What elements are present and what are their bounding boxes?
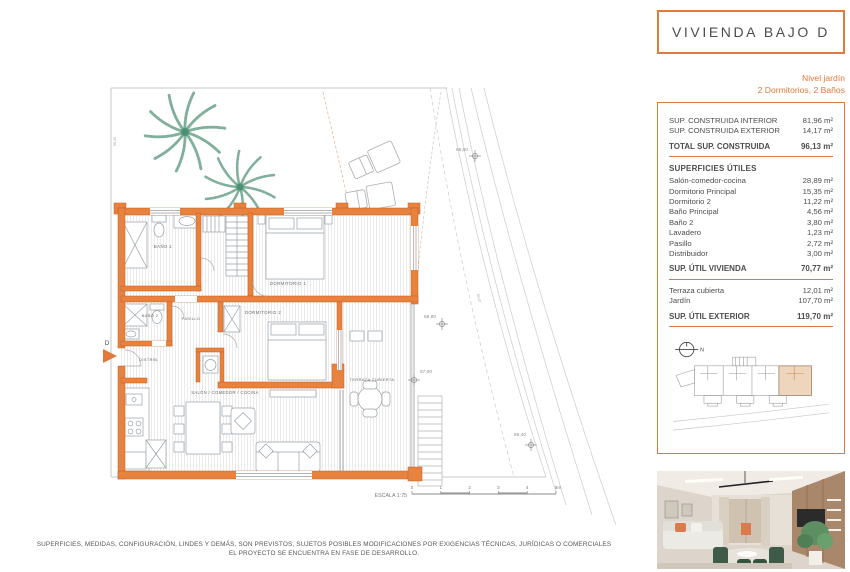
scale-tick: 1 bbox=[439, 485, 443, 490]
level-label: Nivel jardín bbox=[802, 73, 845, 83]
closet-icon bbox=[224, 306, 240, 332]
elevation-label: 66,80 bbox=[423, 315, 436, 320]
console-icon bbox=[270, 390, 316, 397]
area-label: SUP. CONSTRUIDA INTERIOR bbox=[669, 116, 778, 125]
area-value: 107,70 m² bbox=[798, 296, 833, 306]
area-label: SUP. ÚTIL EXTERIOR bbox=[669, 311, 750, 321]
area-value: 70,77 m² bbox=[800, 264, 833, 274]
scale-bar bbox=[375, 485, 562, 499]
area-value: 4,56 m² bbox=[806, 207, 833, 217]
disclaimer bbox=[15, 541, 633, 558]
divider bbox=[669, 156, 833, 157]
area-value: 119,70 m² bbox=[796, 311, 833, 321]
area-row bbox=[669, 197, 833, 207]
area-value: 15,35 m² bbox=[802, 186, 833, 196]
sun-lounger-icon bbox=[347, 140, 401, 181]
room-label-salon: SALÓN / COMEDOR / COCINA bbox=[191, 390, 259, 395]
area-label: Distribuidor bbox=[669, 249, 708, 259]
area-value: 12,01 m² bbox=[802, 285, 833, 295]
room-label-distrib: DISTRIB. bbox=[139, 357, 159, 362]
entry-marker bbox=[103, 340, 117, 363]
area-row bbox=[669, 187, 833, 197]
room-label-bano2: BAÑO 2 bbox=[141, 313, 159, 318]
area-row bbox=[669, 218, 833, 228]
building-outline bbox=[676, 357, 811, 406]
scale-tick: 0 bbox=[410, 485, 414, 490]
elevation-label: 59,40 bbox=[113, 137, 117, 146]
entry-arrow-icon bbox=[103, 349, 117, 363]
sofa bbox=[663, 521, 723, 549]
area-row bbox=[669, 207, 833, 217]
room-label-terraza: TERRAZA CUBIERTA bbox=[349, 377, 395, 382]
area-value: 28,89 m² bbox=[802, 176, 833, 186]
divider bbox=[669, 279, 833, 280]
armchair-icon bbox=[231, 408, 255, 434]
stairs-icon bbox=[226, 216, 248, 276]
sofa-icon bbox=[256, 442, 320, 472]
scale-tick: 5m bbox=[554, 485, 562, 490]
area-label: Lavadero bbox=[669, 228, 702, 238]
room-label-dormitorio1: DORMITORIO 1 bbox=[269, 281, 307, 286]
area-value: 81,96 m² bbox=[802, 116, 833, 125]
area-value: 11,22 m² bbox=[803, 197, 833, 207]
area-row bbox=[669, 239, 833, 249]
sink-icon bbox=[123, 329, 139, 339]
area-value: 2,72 m² bbox=[806, 238, 833, 248]
unit-letter: D bbox=[104, 340, 110, 347]
area-row bbox=[669, 126, 833, 136]
disclaimer-line1: SUPERFICIES, MEDIDAS, CONFIGURACIÓN, LINDES Y DEMÁS, SON PREVISTOS, SUJETOS POSIBLES MODIFICACIONES POR EXIGENCIAS TÉCNICAS, JURÍDICAS O COMERCIALES bbox=[36, 541, 612, 548]
disclaimer-line2: EL PROYECTO SE ENCUENTRA EN FASE DE DESARROLLO. bbox=[228, 549, 420, 557]
scale-tick: 3 bbox=[497, 485, 500, 490]
area-row bbox=[669, 176, 833, 186]
area-value: 1,23 m² bbox=[806, 228, 833, 238]
wardrobe-icon bbox=[203, 216, 225, 232]
road-lines bbox=[673, 404, 829, 430]
exterior-total-row bbox=[669, 312, 833, 322]
page-title: VIVIENDA BAJO D bbox=[671, 24, 831, 40]
room-label-dormitorio2: DORMITORIO 2 bbox=[244, 310, 282, 315]
bed-icon bbox=[268, 322, 326, 380]
washer-icon bbox=[203, 356, 218, 373]
useful-surfaces-header: SUPERFICIES ÚTILES bbox=[669, 164, 757, 174]
elevation-label: 65,40 bbox=[513, 433, 526, 438]
area-row bbox=[669, 249, 833, 259]
area-label: Dormitorio 2 bbox=[669, 197, 711, 207]
area-value: 14,17 m² bbox=[802, 126, 833, 136]
bed-icon bbox=[258, 215, 332, 279]
area-row bbox=[669, 286, 833, 296]
elevation-label: 66,40 bbox=[476, 293, 482, 303]
built-total-row bbox=[669, 142, 833, 152]
useful-total-row bbox=[669, 264, 833, 274]
area-label: TOTAL SUP. CONSTRUIDA bbox=[669, 141, 771, 151]
elevation-label: 67,00 bbox=[420, 370, 433, 375]
area-value: 3,80 m² bbox=[806, 217, 833, 227]
dining-table-icon bbox=[174, 402, 232, 454]
area-label: Baño Principal bbox=[669, 207, 719, 217]
area-row bbox=[669, 116, 833, 126]
surface-data-box bbox=[657, 102, 845, 454]
interior-render-photo bbox=[657, 470, 845, 570]
area-label: Jardín bbox=[669, 296, 691, 306]
shower-icon bbox=[123, 222, 147, 268]
palm-tree-icon bbox=[144, 92, 226, 173]
scale-tick: 2 bbox=[468, 485, 471, 490]
rooms-summary: 2 Dormitorios, 2 Baños bbox=[757, 84, 845, 95]
area-label: SUP. ÚTIL VIVIENDA bbox=[669, 264, 747, 274]
area-label: Dormitorio Principal bbox=[669, 186, 737, 196]
scale-tick: 4 bbox=[525, 485, 529, 490]
title-box bbox=[657, 10, 845, 54]
subtitle bbox=[600, 73, 845, 96]
area-label: SUP. CONSTRUIDA EXTERIOR bbox=[669, 126, 780, 136]
area-value: 96,13 m² bbox=[800, 141, 833, 151]
key-plan bbox=[669, 337, 833, 433]
area-label: Pasillo bbox=[669, 238, 692, 248]
area-label: Baño 2 bbox=[669, 217, 694, 227]
area-row bbox=[669, 296, 833, 306]
planter-icon bbox=[368, 331, 382, 341]
north-compass-icon bbox=[675, 342, 704, 356]
divider bbox=[669, 326, 833, 327]
room-label-bano1: BAÑO 1 bbox=[153, 244, 173, 249]
area-value: 3,00 m² bbox=[806, 249, 833, 259]
scale-label: ESCALA 1:75 bbox=[374, 493, 407, 499]
room-label-pasillo: PASILLO bbox=[181, 316, 201, 321]
area-row bbox=[669, 228, 833, 238]
planter-icon bbox=[350, 331, 364, 341]
elevation-label: 65,60 bbox=[455, 148, 468, 153]
area-label: Terraza cubierta bbox=[669, 285, 725, 295]
north-label: N bbox=[700, 347, 704, 354]
area-label: Salón-comedor-cocina bbox=[669, 176, 746, 186]
